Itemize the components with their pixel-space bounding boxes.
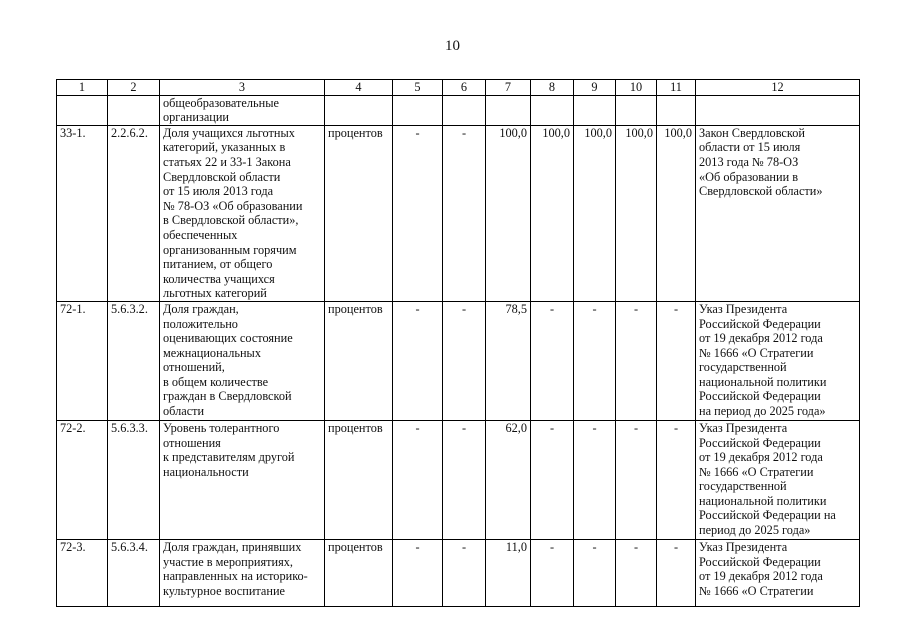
- table-cell-col12: [696, 539, 860, 606]
- table-cell-col1: [57, 539, 108, 606]
- table-cell-col5: [393, 420, 443, 539]
- cell-text: 100,0: [625, 125, 653, 140]
- table-cell-col4: [325, 301, 393, 420]
- cell-text: -: [549, 539, 555, 554]
- table-cell-col9: [574, 301, 616, 420]
- table-cell-col2: [108, 301, 160, 420]
- table-cell-col6: [443, 420, 486, 539]
- cell-text: -: [633, 539, 639, 554]
- table-cell-col12: [696, 420, 860, 539]
- table-cell-col4: [325, 539, 393, 606]
- cell-text: Указ Президента Российской Федерации от 19 декабря 2012 года № 1666 «О Стратегии: [699, 539, 823, 598]
- cell-text: 5.6.3.4.: [111, 539, 148, 554]
- table-cell-col3: [160, 95, 325, 125]
- cell-text: -: [461, 301, 467, 316]
- column-header-12: 12: [696, 80, 860, 96]
- table-cell-col1: [57, 125, 108, 301]
- cell-text: Указ Президента Российской Федерации от 19 декабря 2012 года № 1666 «О Стратегии государственной национальной политики Российской Федерации на период до 2025 года»: [699, 420, 836, 538]
- table-cell-col5: [393, 95, 443, 125]
- table-cell-col9: [574, 539, 616, 606]
- cell-text: -: [633, 420, 639, 435]
- table-row: [57, 420, 860, 539]
- table-cell-col11: [657, 539, 696, 606]
- cell-text: -: [415, 420, 420, 435]
- cell-text: -: [673, 539, 679, 554]
- table-cell-col8: [531, 95, 574, 125]
- cell-text: процентов: [328, 301, 383, 316]
- column-header-6: 6: [443, 80, 486, 96]
- table-cell-col11: [657, 125, 696, 301]
- table-cell-col4: [325, 95, 393, 125]
- cell-text: -: [592, 539, 597, 554]
- cell-text: Доля граждан, принявших участие в мероприятиях, направленных на историко- культурное воспитание: [163, 539, 308, 598]
- cell-text: -: [415, 125, 420, 140]
- cell-text: 33-1.: [60, 125, 86, 140]
- table-cell-col5: [393, 539, 443, 606]
- cell-text: Закон Свердловской области от 15 июля 2013 года № 78-ОЗ «Об образовании в Свердловской области»: [699, 125, 823, 199]
- cell-text: -: [592, 301, 597, 316]
- cell-text: 100,0: [499, 125, 527, 140]
- cell-text: 2.2.6.2.: [111, 125, 148, 140]
- cell-text: -: [461, 125, 467, 140]
- column-header-4: 4: [325, 80, 393, 96]
- cell-text: 5.6.3.3.: [111, 420, 148, 435]
- header-row: [57, 80, 860, 96]
- cell-text: 100,0: [664, 125, 692, 140]
- cell-text: 100,0: [542, 125, 570, 140]
- cell-text: процентов: [328, 420, 383, 435]
- cell-text: 72-3.: [60, 539, 86, 554]
- table-cell-col12: [696, 95, 860, 125]
- table-cell-col8: [531, 301, 574, 420]
- cell-text: процентов: [328, 125, 383, 140]
- cell-text: общеобразовательные организации: [163, 95, 279, 125]
- table-cell-col12: [696, 125, 860, 301]
- cell-text: -: [461, 420, 467, 435]
- table-cell-col11: [657, 95, 696, 125]
- table-cell-col4: [325, 125, 393, 301]
- table-cell-col1: [57, 95, 108, 125]
- table-cell-col1: [57, 301, 108, 420]
- table-cell-col7: [486, 125, 531, 301]
- table-cell-col10: [616, 95, 657, 125]
- page-number: 10: [445, 38, 460, 54]
- table-cell-col8: [531, 539, 574, 606]
- table-cell-col9: [574, 95, 616, 125]
- cell-text: -: [461, 539, 467, 554]
- table-cell-col3: [160, 125, 325, 301]
- table-cell-col2: [108, 539, 160, 606]
- cell-text: -: [549, 301, 555, 316]
- cell-text: процентов: [328, 539, 383, 554]
- table-cell-col10: [616, 125, 657, 301]
- table-cell-col9: [574, 420, 616, 539]
- table-cell-col3: [160, 301, 325, 420]
- table-cell-col5: [393, 125, 443, 301]
- table-row: [57, 95, 860, 125]
- table-cell-col4: [325, 420, 393, 539]
- cell-text: 5.6.3.2.: [111, 301, 148, 316]
- column-header-8: 8: [531, 80, 574, 96]
- table-cell-col11: [657, 420, 696, 539]
- column-header-3: 3: [160, 80, 325, 96]
- table-cell-col7: [486, 301, 531, 420]
- cell-text: -: [549, 420, 555, 435]
- cell-text: -: [673, 301, 679, 316]
- table-cell-col8: [531, 420, 574, 539]
- table-cell-col10: [616, 420, 657, 539]
- column-header-9: 9: [574, 80, 616, 96]
- table-cell-col7: [486, 420, 531, 539]
- table-cell-col10: [616, 301, 657, 420]
- cell-text: 72-2.: [60, 420, 86, 435]
- cell-text: Указ Президента Российской Федерации от 19 декабря 2012 года № 1666 «О Стратегии государственной национальной политики Российской Федерации на период до 2025 года»: [699, 301, 827, 419]
- table-cell-col6: [443, 95, 486, 125]
- cell-text: 11,0: [505, 539, 527, 554]
- column-header-5: 5: [393, 80, 443, 96]
- table-cell-col10: [616, 539, 657, 606]
- column-header-7: 7: [486, 80, 531, 96]
- cell-text: -: [673, 420, 679, 435]
- cell-text: 100,0: [584, 125, 612, 140]
- table-cell-col7: [486, 539, 531, 606]
- table-cell-col1: [57, 420, 108, 539]
- table-cell-col2: [108, 420, 160, 539]
- table-row: [57, 539, 860, 606]
- table-cell-col6: [443, 301, 486, 420]
- column-header-2: 2: [108, 80, 160, 96]
- indicators-table: [56, 79, 860, 607]
- table-body: [57, 80, 860, 607]
- table-row: [57, 125, 860, 301]
- cell-text: -: [415, 539, 420, 554]
- cell-text: -: [633, 301, 639, 316]
- table-cell-col11: [657, 301, 696, 420]
- column-header-10: 10: [616, 80, 657, 96]
- table-cell-col8: [531, 125, 574, 301]
- cell-text: Уровень толерантного отношения к представителям другой национальности: [163, 420, 295, 479]
- table-cell-col2: [108, 125, 160, 301]
- column-header-11: 11: [657, 80, 696, 96]
- cell-text: -: [415, 301, 420, 316]
- table-cell-col2: [108, 95, 160, 125]
- table-cell-col3: [160, 420, 325, 539]
- column-header-1: 1: [57, 80, 108, 96]
- table-cell-col6: [443, 539, 486, 606]
- table-row: [57, 301, 860, 420]
- cell-text: Доля учащихся льготных категорий, указанных в статьях 22 и 33-1 Закона Свердловской области от 15 июля 2013 года № 78-ОЗ «Об образовании в Свердловской области», обеспеченных организованным горячим питанием, от общего количества учащихся льготных категорий: [163, 125, 303, 301]
- cell-text: 62,0: [505, 420, 527, 435]
- cell-text: 72-1.: [60, 301, 86, 316]
- table-cell-col12: [696, 301, 860, 420]
- table-cell-col3: [160, 539, 325, 606]
- table-cell-col6: [443, 125, 486, 301]
- cell-text: -: [592, 420, 597, 435]
- table-cell-col5: [393, 301, 443, 420]
- table-cell-col7: [486, 95, 531, 125]
- cell-text: Доля граждан, положительно оценивающих состояние межнациональных отношений, в общем количестве граждан в Свердловской области: [163, 301, 293, 419]
- table-cell-col9: [574, 125, 616, 301]
- cell-text: 78,5: [505, 301, 527, 316]
